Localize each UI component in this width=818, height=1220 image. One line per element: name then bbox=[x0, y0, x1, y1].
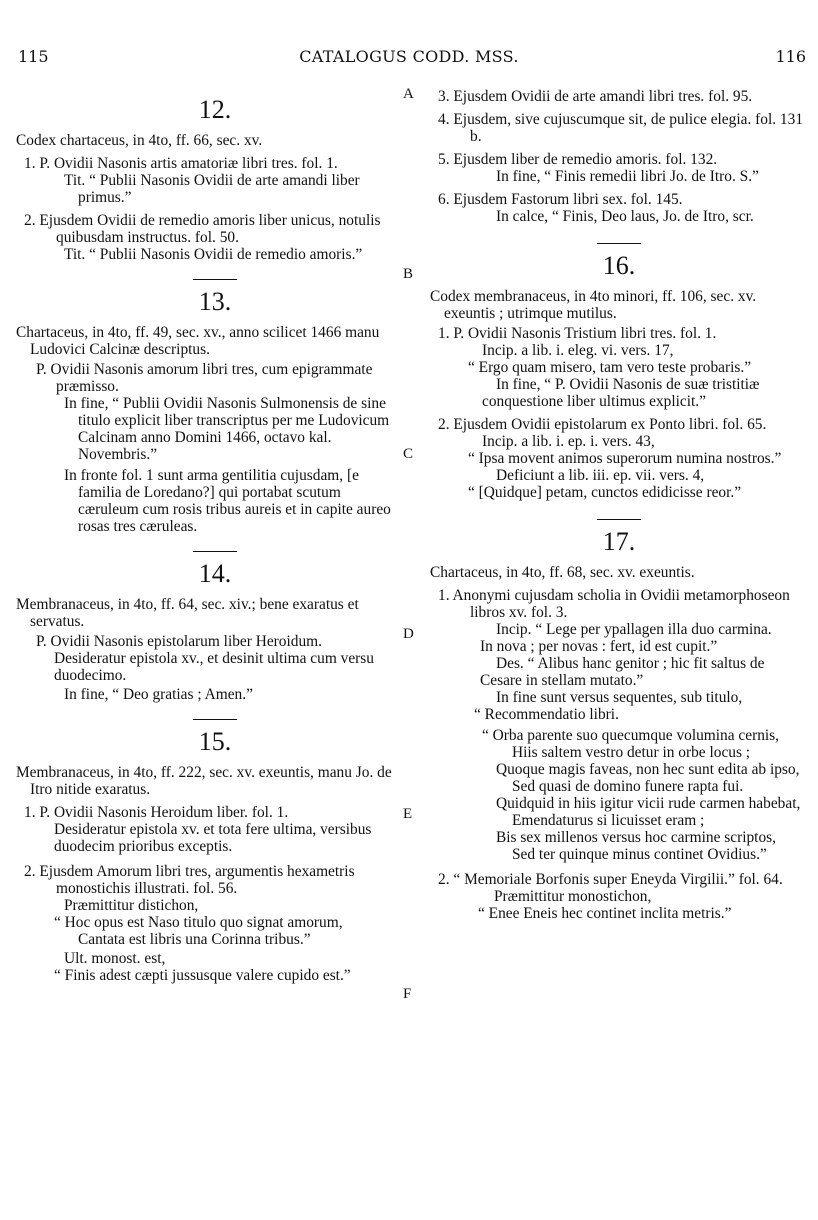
entry-note: In fine, “ Deo gratias ; Amen.” bbox=[64, 686, 253, 703]
entry-17 bbox=[430, 528, 808, 922]
entry-note: In nova ; per novas : fert, id est cupit.” bbox=[480, 638, 718, 655]
entry-number: 14. bbox=[198, 559, 232, 588]
entry-note: In fronte fol. 1 sunt arma gentilitia cujusdam, [e familia de Loredano?] qui portabat scutum cæruleum cum rosis tribus aureis et in capite aureo rosas tres cæruleas. bbox=[64, 467, 391, 535]
section-rule bbox=[597, 243, 641, 244]
entry-note: In fine sunt versus sequentes, sub titulo, bbox=[496, 689, 743, 706]
quoted-verse: Cantata est libris una Corinna tribus.” bbox=[78, 931, 311, 948]
entry-description: Chartaceus, in 4to, ff. 68, sec. xv. exeuntis. bbox=[430, 564, 695, 581]
entry-item: 2. Ejusdem Amorum libri tres, argumentis hexametris monostichis illustrati. fol. 56. bbox=[24, 863, 355, 897]
entry-note: In fine, “ P. Ovidii Nasonis de suæ tristitiæ conquestione liber ultimus explicit.” bbox=[482, 376, 760, 410]
entry-note: Tit. “ Publii Nasonis Ovidii de arte amandi liber primus.” bbox=[64, 172, 360, 206]
entry-number: 12. bbox=[198, 95, 232, 124]
entry-16 bbox=[430, 252, 808, 520]
entry-number: 16. bbox=[602, 251, 636, 280]
entry-description: Codex membranaceus, in 4to minori, ff. 106, sec. xv. exeuntis ; utrimque mutilus. bbox=[430, 288, 757, 322]
quoted-verse: Emendaturus si licuisset eram ; bbox=[512, 812, 705, 829]
entry-note: Desideratur epistola xv., et desinit ultima cum versu duodecimo. bbox=[54, 650, 374, 684]
entry-item: 4. Ejusdem, sive cujuscumque sit, de pulice elegia. fol. 131 b. bbox=[438, 111, 804, 145]
quoted-verse: “ Enee Eneis hec continet inclita metris.” bbox=[478, 905, 732, 922]
entry-note: Tit. “ Publii Nasonis Ovidii de remedio amoris.” bbox=[64, 246, 363, 263]
right-column bbox=[430, 88, 808, 922]
entry-note: In fine, “ Finis remedii libri Jo. de Itro. S.” bbox=[496, 168, 759, 185]
section-rule bbox=[193, 719, 237, 720]
entry-item: 3. Ejusdem Ovidii de arte amandi libri tres. fol. 95. bbox=[438, 88, 753, 105]
entry-description: Membranaceus, in 4to, ff. 64, sec. xiv.; bene exaratus et servatus. bbox=[16, 596, 359, 630]
margin-letter-b: B bbox=[403, 266, 414, 282]
margin-letter-c: C bbox=[403, 446, 414, 462]
margin-letter-a: A bbox=[403, 86, 414, 102]
quoted-verse: Sed ter quinque minus continet Ovidius.” bbox=[512, 846, 767, 863]
entry-15 bbox=[16, 728, 394, 984]
left-page-number: 115 bbox=[18, 47, 49, 66]
entry-note: In fine, “ Publii Ovidii Nasonis Sulmonensis de sine titulo explicit liber transcriptus per me Ludovicum Calcinam anno Domini 1466, octavo kal. Novembris.” bbox=[64, 395, 390, 463]
quoted-verse: “ Ergo quam misero, tam vero teste probaris.” bbox=[468, 359, 752, 376]
entry-13 bbox=[16, 288, 394, 552]
entry-note: Deficiunt a lib. iii. ep. vii. vers. 4, bbox=[496, 467, 705, 484]
entry-12 bbox=[16, 96, 394, 280]
margin-letter-d: D bbox=[403, 626, 414, 642]
quoted-verse: Quoque magis faveas, non hec sunt edita ab ipso, bbox=[496, 761, 800, 778]
entry-note: Præmittitur distichon, bbox=[64, 897, 199, 914]
entry-item: 2. “ Memoriale Borfonis super Eneyda Virgilii.” fol. 64. bbox=[438, 871, 783, 888]
right-page-number: 116 bbox=[775, 47, 806, 66]
quoted-verse: “ [Quidque] petam, cunctos edidicisse reor.” bbox=[468, 484, 742, 501]
entry-description: Membranaceus, in 4to, ff. 222, sec. xv. exeuntis, manu Jo. de Itro nitide exaratus. bbox=[16, 764, 392, 798]
entry-item: P. Ovidii Nasonis amorum libri tres, cum epigrammate præmisso. bbox=[36, 361, 373, 395]
entry-item: 5. Ejusdem liber de remedio amoris. fol. 132. bbox=[438, 151, 718, 168]
entry-item: 1. P. Ovidii Nasonis artis amatoriæ libri tres. fol. 1. bbox=[24, 155, 338, 172]
quoted-verse: “ Hoc opus est Naso titulo quo signat amorum, bbox=[54, 914, 343, 931]
margin-letter-e: E bbox=[403, 806, 413, 822]
entry-note: Præmittitur monostichon, bbox=[494, 888, 652, 905]
section-rule bbox=[193, 279, 237, 280]
entry-number: 15. bbox=[198, 727, 232, 756]
entry-note: Desideratur epistola xv. et tota fere ultima, versibus duodecim prioribus exceptis. bbox=[54, 821, 372, 855]
quoted-verse: Hiis saltem vestro detur in orbe locus ; bbox=[512, 744, 751, 761]
entry-note: Des. “ Alibus hanc genitor ; hic fit saltus de Cesare in stellam mutato.” bbox=[480, 655, 765, 689]
section-rule bbox=[193, 551, 237, 552]
entry-description: Codex chartaceus, in 4to, ff. 66, sec. xv. bbox=[16, 132, 263, 149]
entry-note: Incip. “ Lege per ypallagen illa duo carmina. bbox=[496, 621, 772, 638]
running-title: CATALOGUS CODD. MSS. bbox=[299, 47, 519, 66]
entry-item: P. Ovidii Nasonis epistolarum liber Heroidum. bbox=[36, 633, 322, 650]
entry-number: 17. bbox=[602, 527, 636, 556]
entry-item: 1. Anonymi cujusdam scholia in Ovidii metamorphoseon libros xv. fol. 3. bbox=[438, 587, 790, 621]
section-rule bbox=[597, 519, 641, 520]
entry-item: 1. P. Ovidii Nasonis Heroidum liber. fol. 1. bbox=[24, 804, 289, 821]
entry-note: Incip. a lib. i. eleg. vi. vers. 17, bbox=[482, 342, 674, 359]
margin-letter-f: F bbox=[403, 986, 412, 1002]
quoted-verse: “ Recommendatio libri. bbox=[474, 706, 619, 723]
entry-15-continued bbox=[430, 88, 808, 244]
quoted-verse: “ Ipsa movent animos superorum numina nostros.” bbox=[468, 450, 782, 467]
entry-number: 13. bbox=[198, 287, 232, 316]
quoted-verse: Bis sex millenos versus hoc carmine scriptos, bbox=[496, 829, 776, 846]
entry-description: Chartaceus, in 4to, ff. 49, sec. xv., anno scilicet 1466 manu Ludovici Calcinæ descriptus. bbox=[16, 324, 380, 358]
quoted-verse: “ Finis adest cæpti jussusque valere cupido est.” bbox=[54, 967, 351, 984]
entry-item: 2. Ejusdem Ovidii epistolarum ex Ponto libri. fol. 65. bbox=[438, 416, 767, 433]
entry-14 bbox=[16, 560, 394, 720]
entry-item: 6. Ejusdem Fastorum libri sex. fol. 145. bbox=[438, 191, 683, 208]
entry-item: 1. P. Ovidii Nasonis Tristium libri tres. fol. 1. bbox=[438, 325, 717, 342]
entry-note: In calce, “ Finis, Deo laus, Jo. de Itro, scr. bbox=[496, 208, 754, 225]
quoted-verse: “ Orba parente suo quecumque volumina cernis, bbox=[482, 727, 780, 744]
entry-note: Ult. monost. est, bbox=[64, 950, 166, 967]
quoted-verse: Quidquid in hiis igitur vicii rude carmen habebat, bbox=[496, 795, 801, 812]
left-column bbox=[16, 88, 394, 984]
quoted-verse: Sed quasi de domino funere rapta fui. bbox=[512, 778, 744, 795]
entry-item: 2. Ejusdem Ovidii de remedio amoris liber unicus, notulis quibusdam instructus. fol. 50. bbox=[24, 212, 381, 246]
entry-note: Incip. a lib. i. ep. i. vers. 43, bbox=[482, 433, 655, 450]
